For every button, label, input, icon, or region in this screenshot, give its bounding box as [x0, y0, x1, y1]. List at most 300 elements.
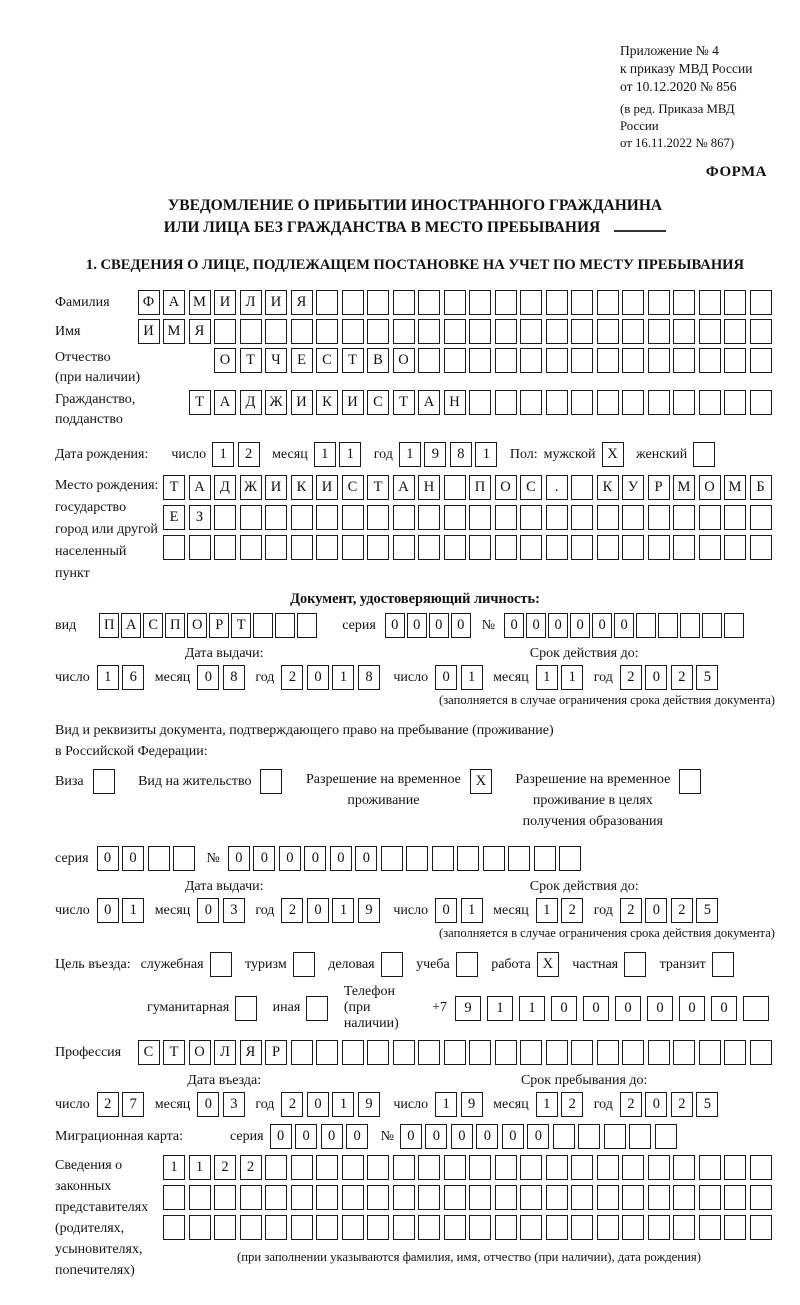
cell-box: 0 [304, 846, 326, 871]
cell-box: 0 [295, 1124, 317, 1149]
form-title [55, 195, 775, 239]
year-label: год [593, 669, 613, 685]
cell-box: 0 [97, 898, 119, 923]
cell-box [297, 613, 317, 638]
purpose-work-checkbox [537, 952, 563, 977]
cell-box: С [520, 475, 542, 500]
cell-box: 1 [435, 1092, 457, 1117]
cell-box: 0 [330, 846, 352, 871]
res-issue-day-cells [97, 898, 148, 923]
cell-box [712, 952, 734, 977]
cell-box: А [163, 290, 185, 315]
phone-row [147, 984, 775, 1032]
guardians-cells-row3 [163, 1215, 775, 1240]
cell-box [214, 1185, 236, 1210]
purpose-private-label: частная [572, 956, 619, 972]
cell-box [495, 535, 517, 560]
cell-box [495, 319, 517, 344]
guardians-row [55, 1155, 775, 1281]
cell-box [214, 535, 236, 560]
patronymic-cells [214, 348, 775, 373]
cell-box: Р [209, 613, 229, 638]
citizenship-row [55, 390, 775, 430]
cell-box [495, 390, 517, 415]
cell-box [520, 348, 542, 373]
cell-box [597, 348, 619, 373]
citizenship-label [55, 390, 135, 430]
cell-box: 0 [645, 1092, 667, 1117]
res-series-cells [97, 846, 199, 871]
cell-box: 0 [451, 613, 471, 638]
residence-permit-label: Вид на жительство [138, 774, 252, 789]
cell-box [291, 535, 313, 560]
appendix-line: от 10.12.2020 № 856 [620, 79, 737, 94]
cell-box [240, 319, 262, 344]
cell-box [265, 319, 287, 344]
cell-box [571, 475, 593, 500]
cell-box [342, 505, 364, 530]
cell-box: Б [750, 475, 772, 500]
cell-box [240, 535, 262, 560]
cell-box [743, 996, 769, 1021]
birth-date-label: Дата рождения: [55, 446, 149, 462]
cell-box [444, 1155, 466, 1180]
cell-box [495, 1185, 517, 1210]
cell-box [693, 442, 715, 467]
cell-box [648, 535, 670, 560]
cell-box [673, 535, 695, 560]
id-valid-year-cells [620, 665, 722, 690]
guardians-cells-row1 [163, 1155, 775, 1180]
mig-number-cells [400, 1124, 681, 1149]
cell-box [444, 505, 466, 530]
cell-box: . [546, 475, 568, 500]
cell-box: 0 [451, 1124, 473, 1149]
male-label: мужской [543, 446, 596, 462]
cell-box [163, 535, 185, 560]
cell-box: 0 [504, 613, 524, 638]
day-label: число [393, 669, 429, 685]
phone-group [432, 996, 775, 1021]
valid-until-col [393, 646, 775, 690]
cell-box: К [597, 475, 619, 500]
cell-box [316, 1215, 338, 1240]
cell-box [444, 475, 466, 500]
cell-box [673, 1215, 695, 1240]
cell-box: 0 [425, 1124, 447, 1149]
cell-box: Ж [265, 390, 287, 415]
cell-box [673, 1040, 695, 1065]
temp-residence-edu-label-line1: Разрешение на временное [515, 772, 671, 787]
cell-box [393, 1040, 415, 1065]
cell-box [291, 505, 313, 530]
purpose-work [491, 952, 562, 977]
res-issue-month-cells [197, 898, 248, 923]
purpose-official-label: служебная [140, 956, 204, 972]
female-label: женский [636, 446, 688, 462]
cell-box: 0 [592, 613, 612, 638]
blank-line [614, 230, 666, 232]
cell-box [648, 1185, 670, 1210]
cell-box [597, 505, 619, 530]
patronymic-label-line1: Отчество [55, 350, 111, 365]
cell-box [520, 1155, 542, 1180]
cell-box [655, 1124, 677, 1149]
cell-box: 0 [429, 613, 449, 638]
cell-box: 0 [346, 1124, 368, 1149]
cell-box: И [316, 475, 338, 500]
cell-box [699, 1155, 721, 1180]
cell-box [750, 1040, 772, 1065]
temp-residence-label [306, 769, 461, 811]
cell-box: 6 [122, 665, 144, 690]
cell-box [604, 1124, 626, 1149]
cell-box [553, 1124, 575, 1149]
temp-residence-label-line1: Разрешение на временное [305, 772, 461, 787]
cell-box [673, 505, 695, 530]
month-label: месяц [154, 902, 191, 918]
year-label: год [255, 902, 275, 918]
cell-box: 1 [536, 898, 558, 923]
cell-box [673, 1155, 695, 1180]
cell-box [316, 1040, 338, 1065]
cell-box [673, 290, 695, 315]
validity-note: (заполняется в случае ограничения срока действия документа) [439, 926, 775, 940]
form-title-line2 [55, 217, 775, 239]
cell-box [291, 319, 313, 344]
cell-box [546, 535, 568, 560]
cell-box [648, 390, 670, 415]
cell-box: 0 [321, 1124, 343, 1149]
birthplace-cells-block [163, 475, 775, 560]
cell-box: Е [291, 348, 313, 373]
res-number-label: № [206, 850, 220, 866]
cell-box [393, 535, 415, 560]
cell-box [393, 290, 415, 315]
cell-box [648, 505, 670, 530]
guardians-label [55, 1155, 148, 1281]
cell-box [622, 1155, 644, 1180]
purpose-business-label: деловая [328, 956, 375, 972]
cell-box [367, 535, 389, 560]
cell-box [571, 390, 593, 415]
cell-box: 0 [548, 613, 568, 638]
cell-box: 1 [332, 1092, 354, 1117]
cell-box [571, 535, 593, 560]
cell-box: О [189, 1040, 211, 1065]
month-label: месяц [493, 902, 529, 918]
cell-box: А [418, 390, 440, 415]
cell-box [546, 1040, 568, 1065]
cell-box [520, 290, 542, 315]
cell-box: С [342, 475, 364, 500]
cell-box [189, 1185, 211, 1210]
purpose-other-checkbox [306, 996, 332, 1021]
temp-residence-edu-label-line2: проживание в целях [532, 793, 653, 808]
cell-box [393, 1185, 415, 1210]
cell-box: 0 [679, 996, 705, 1021]
phone-label: Телефон (при наличии) [343, 984, 399, 1031]
cell-box [469, 1155, 491, 1180]
cell-box [508, 846, 530, 871]
cell-box: С [316, 348, 338, 373]
cell-box [469, 390, 491, 415]
cell-box [699, 535, 721, 560]
cell-box: 1 [189, 1155, 211, 1180]
purpose-official-checkbox [210, 952, 236, 977]
cell-box [418, 1040, 440, 1065]
cell-box: У [622, 475, 644, 500]
cell-box: В [367, 348, 389, 373]
cell-box: 2 [281, 898, 303, 923]
purpose-transit-checkbox [712, 952, 738, 977]
purpose-humanitarian-label: гуманитарная [147, 1000, 230, 1015]
cell-box: 0 [197, 665, 219, 690]
entry-stay-dates [55, 1073, 775, 1117]
cell-box: О [699, 475, 721, 500]
purpose-tourism [245, 952, 318, 977]
birthplace-cells-row2 [163, 505, 775, 530]
day-label: число [55, 1096, 90, 1112]
cell-box [724, 505, 746, 530]
cell-box: 1 [519, 996, 545, 1021]
purpose-tourism-checkbox [293, 952, 319, 977]
cell-box [724, 390, 746, 415]
guardians-cells-row2 [163, 1185, 775, 1210]
day-label: число [171, 446, 207, 462]
cell-box: 2 [620, 665, 642, 690]
cell-box [444, 1040, 466, 1065]
cell-box: 1 [536, 665, 558, 690]
purpose-other-label: иная [272, 1000, 301, 1015]
cell-box [418, 505, 440, 530]
cell-box [265, 535, 287, 560]
guardians-note: (при заполнении указываются фамилия, имя, отчество (при наличии), дата рождения) [237, 1250, 701, 1264]
cell-box: Т [163, 475, 185, 500]
cell-box [724, 1185, 746, 1210]
cell-box: 1 [399, 442, 421, 467]
day-label: число [55, 902, 90, 918]
stay-until-line [393, 1092, 775, 1117]
cell-box [520, 1215, 542, 1240]
cell-box [520, 1040, 542, 1065]
cell-box [393, 505, 415, 530]
purpose-other [273, 996, 332, 1021]
cell-box [658, 613, 678, 638]
cell-box [724, 1040, 746, 1065]
cell-box: М [724, 475, 746, 500]
cell-box [724, 1155, 746, 1180]
cell-box: А [189, 475, 211, 500]
cell-box [673, 319, 695, 344]
cell-box [342, 1155, 364, 1180]
cell-box [699, 390, 721, 415]
purpose-private-checkbox [624, 952, 650, 977]
cell-box: 0 [228, 846, 250, 871]
cell-box [469, 348, 491, 373]
cell-box: 0 [307, 898, 329, 923]
temp-residence-label-line2: проживание [347, 793, 420, 808]
cell-box: Т [342, 348, 364, 373]
cell-box: 2 [214, 1155, 236, 1180]
purpose-business [328, 952, 406, 977]
id-issue-day-cells [97, 665, 148, 690]
birthplace-label-line3: город или другой [55, 522, 158, 537]
cell-box [597, 1040, 619, 1065]
cell-box: 0 [435, 898, 457, 923]
cell-box [381, 846, 403, 871]
cell-box [367, 1040, 389, 1065]
cell-box [173, 846, 195, 871]
cell-box [342, 319, 364, 344]
cell-box [699, 290, 721, 315]
cell-box [724, 348, 746, 373]
residence-doc-line1: Вид и реквизиты документа, подтверждающего право на пребывание (проживание) [55, 723, 554, 738]
cell-box: 2 [620, 1092, 642, 1117]
doc-number-cells [504, 613, 746, 638]
cell-box: Т [393, 390, 415, 415]
identity-doc-dates [55, 646, 775, 690]
cell-box [546, 505, 568, 530]
form-title-line2-text: ИЛИ ЛИЦА БЕЗ ГРАЖДАНСТВА В МЕСТО ПРЕБЫВАНИЯ [163, 219, 601, 236]
migration-card-label: Миграционная карта: [55, 1128, 184, 1144]
cell-box [546, 1185, 568, 1210]
id-valid-day-cells [435, 665, 486, 690]
cell-box [240, 1215, 262, 1240]
issue-date-col [55, 879, 393, 923]
cell-box: 0 [279, 846, 301, 871]
cell-box [724, 613, 744, 638]
guardians-label-line4: (родителях, [55, 1221, 125, 1236]
cell-box: З [189, 505, 211, 530]
cell-box [636, 613, 656, 638]
profession-label: Профессия [55, 1045, 122, 1060]
cell-box: Я [189, 319, 211, 344]
cell-box: И [214, 290, 236, 315]
cell-box: Ф [138, 290, 160, 315]
cell-box: А [214, 390, 236, 415]
profession-cells [138, 1040, 776, 1065]
phone-number-cells [455, 996, 775, 1021]
purpose-private [572, 952, 649, 977]
cell-box: 8 [358, 665, 380, 690]
cell-box: 0 [97, 846, 119, 871]
cell-box: 1 [332, 898, 354, 923]
cell-box [578, 1124, 600, 1149]
purpose-official [141, 952, 236, 977]
entry-year-cells [281, 1092, 383, 1117]
cell-box: 0 [502, 1124, 524, 1149]
cell-box [189, 1215, 211, 1240]
cell-box [546, 390, 568, 415]
cell-box [495, 348, 517, 373]
cell-box [367, 1185, 389, 1210]
cell-box [750, 535, 772, 560]
cell-box [469, 290, 491, 315]
cell-box: 0 [355, 846, 377, 871]
cell-box [163, 1185, 185, 1210]
cell-box [240, 505, 262, 530]
cell-box [342, 535, 364, 560]
cell-box: Л [240, 290, 262, 315]
mig-series-label: серия [230, 1128, 264, 1144]
cell-box: 0 [647, 996, 673, 1021]
cell-box [520, 505, 542, 530]
cell-box: 2 [671, 898, 693, 923]
birthplace-label-line4: населенный пункт [55, 544, 127, 581]
valid-until-col [393, 879, 775, 923]
cell-box: 1 [332, 665, 354, 690]
birth-month-group [272, 442, 365, 467]
cell-box [418, 348, 440, 373]
purpose-transit-label: транзит [659, 956, 706, 972]
cell-box [444, 1185, 466, 1210]
cell-box [750, 290, 772, 315]
cell-box [546, 348, 568, 373]
cell-box [699, 1215, 721, 1240]
residence-doc-line2: в Российской Федерации: [55, 744, 208, 759]
entry-purpose-row [55, 952, 775, 977]
cell-box: О [187, 613, 207, 638]
cell-box [597, 1155, 619, 1180]
stay-until-title: Срок пребывания до: [520, 1073, 648, 1088]
cell-box [571, 348, 593, 373]
cell-box: Д [214, 475, 236, 500]
id-valid-month-cells [536, 665, 587, 690]
mig-number-label: № [380, 1128, 394, 1144]
cell-box: 2 [238, 442, 260, 467]
cell-box [393, 1155, 415, 1180]
purpose-study-label: учеба [416, 956, 450, 972]
cell-box: С [143, 613, 163, 638]
cell-box: 2 [561, 898, 583, 923]
month-label: месяц [154, 1096, 191, 1112]
cell-box: 0 [614, 613, 634, 638]
doc-number-label: № [481, 617, 496, 633]
cell-box: X [602, 442, 624, 467]
purpose-humanitarian [147, 996, 261, 1021]
year-label: год [373, 446, 393, 462]
cell-box [456, 952, 478, 977]
cell-box: Т [189, 390, 211, 415]
cell-box [367, 290, 389, 315]
cell-box [367, 505, 389, 530]
cell-box: 0 [570, 613, 590, 638]
id-issue-year-cells [281, 665, 383, 690]
res-number-cells [228, 846, 585, 871]
purpose-humanitarian-checkbox [235, 996, 261, 1021]
cell-box [699, 505, 721, 530]
birthplace-label [55, 475, 163, 585]
cell-box [444, 1215, 466, 1240]
cell-box [724, 1215, 746, 1240]
cell-box [546, 290, 568, 315]
cell-box: О [214, 348, 236, 373]
cell-box [622, 290, 644, 315]
stay-until-col [393, 1073, 775, 1117]
cell-box [469, 535, 491, 560]
cell-box: Я [240, 1040, 262, 1065]
issue-date-line [55, 665, 393, 690]
res-valid-year-cells [620, 898, 722, 923]
cell-box: Т [163, 1040, 185, 1065]
cell-box: 1 [122, 898, 144, 923]
cell-box: М [189, 290, 211, 315]
cell-box: 9 [358, 1092, 380, 1117]
cell-box [214, 1215, 236, 1240]
cell-box: А [121, 613, 141, 638]
mig-series-group [230, 1124, 372, 1149]
